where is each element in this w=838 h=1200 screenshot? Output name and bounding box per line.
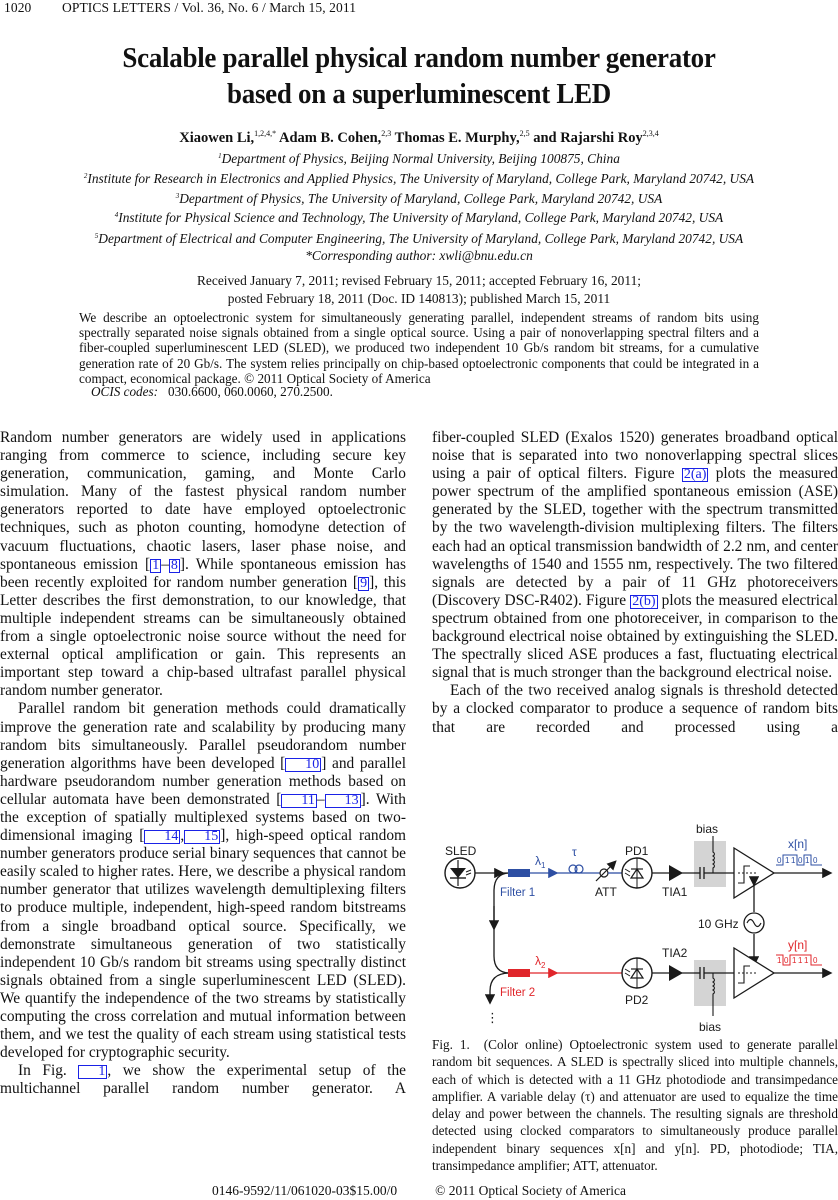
tia1-label: TIA1 <box>662 885 688 899</box>
affil-number: 4 <box>114 211 119 219</box>
ocis-codes <box>91 384 333 400</box>
author-affil-marks: 1,2,4,* <box>254 129 277 138</box>
pd1-label: PD1 <box>625 844 649 858</box>
author-name: and Rajarshi Roy <box>533 130 643 146</box>
caption-label: Fig. 1. <box>432 1037 470 1052</box>
text-run: ] and parallel hardware pseudorandom number generation methods based on cellular automata have been demonstrated [ <box>0 754 406 808</box>
paper-title <box>29 40 808 112</box>
paragraph <box>0 700 406 1062</box>
citation-link[interactable]: 8 <box>170 557 178 573</box>
text-run: , <box>180 827 185 845</box>
photodiode-1-icon <box>622 858 652 888</box>
author-affil-marks: 2,3,4 <box>642 129 659 138</box>
affil-number: 2 <box>83 172 88 180</box>
paragraph <box>0 429 406 700</box>
text-run: Parallel random bit generation methods could dramatically improve the generation rate and scalability by producing many random bits simultaneously. Parallel pseudorandom number generation algorithms have been developed [ <box>0 700 406 772</box>
title-line-1: Scalable parallel physical random number generator <box>122 42 716 74</box>
ocis-values: 030.6600, 060.0060, 270.2500. <box>168 384 333 399</box>
title-line-2: based on a superluminescent LED <box>227 78 611 110</box>
svg-text:1: 1 <box>777 956 782 965</box>
x-output-label: x[n] <box>788 837 808 851</box>
paragraph <box>432 429 838 682</box>
svg-text:0: 0 <box>813 856 818 865</box>
footer-copyright: © 2011 Optical Society of America <box>435 1183 626 1198</box>
body-column-left <box>0 429 406 1098</box>
attenuator-icon <box>596 862 615 881</box>
figure-link[interactable]: 2(b) <box>632 593 656 609</box>
y-output-label: y[n] <box>788 938 808 952</box>
text-run: ], high-speed optical random number generators produce serial binary sequences that cannot be easily scaled to higher rates. Here, we describe a physical random number generator that utilizes wavelength demultiplexing filters to produce multiple, independent, high-speed random bitstreams from a single broadband optical source. Specifically, we demonstrate simultaneous generation of two statistically independent 10 Gb/s random bit streams using spectrally distinct signals obtained from a single superluminescent LED (SLED). We quantify the independence of the two streams by statistically computing the cross correlation and mutual information between them, and we test the quality of each stream using statistical tests developed for cryptographic security. <box>0 827 406 1062</box>
text-run: ], this Letter describes the first demonstration, to our knowledge, that multiple independent streams can be simultaneously obtained from a single optoelectronic noise source without the need for external optical amplification or gain. This represents an important step toward a chip-based ultrafast parallel physical random number generator. <box>0 573 407 700</box>
filter-1-label: Filter 1 <box>500 887 536 899</box>
page-footer <box>0 1183 838 1199</box>
corresponding-author: *Corresponding author: xwli@bnu.edu.cn <box>305 248 533 263</box>
photodiode-2-icon <box>622 958 652 988</box>
text-run: – <box>316 790 325 808</box>
svg-text:0: 0 <box>784 956 789 965</box>
more-channels-ellipsis: ⋮ <box>486 1010 499 1025</box>
publication-dates <box>0 272 838 308</box>
author-affil-marks: 2,5 <box>519 129 530 138</box>
svg-text:0: 0 <box>798 856 803 865</box>
author-affil-marks: 2,3 <box>381 129 392 138</box>
clock-frequency-label: 10 GHz <box>698 917 739 931</box>
sled-label: SLED <box>445 844 477 858</box>
dates-line-2: posted February 18, 2011 (Doc. ID 140813); published March 15, 2011 <box>227 291 611 306</box>
y-bit-sequence <box>776 955 822 965</box>
svg-text:1: 1 <box>805 856 810 865</box>
filter-1-block <box>508 869 530 877</box>
affiliation <box>0 210 838 226</box>
author-name: Thomas E. Murphy, <box>394 130 520 146</box>
svg-text:1: 1 <box>804 956 809 965</box>
affiliation <box>0 151 838 167</box>
text-run: Random number generators are widely used in applications ranging from commerce to science, including secure key generation, communication, gaming, and Monte Carlo simulation. Many of the fastest physical random number generators reported to date have employed optoelectronic techniques, such as photon counting, homodyne detection of vacuum fluctuations, chaotic lasers, laser phase noise, and spontaneous emission [ <box>0 429 406 573</box>
lambda-2-label: $\lambda_2$ <box>535 954 546 970</box>
caption-text: (Color online) Optoelectronic system used to generate parallel random bit sequences. A SLED is spectrally sliced into multiple channels, each of which is detected with a 11 GHz photodiode and transimpedance amplifier. A variable delay (τ) and attenuator are used to equalize the time delay and power between the channels. The resulting signals are threshold detected using clocked comparators to simultaneously produce parallel independent binary sequences x[n] and y[n]. PD, photodiode; TIA, transimpedance amplifier; ATT, attenuator. <box>432 1037 838 1174</box>
author-name: Xiaowen Li, <box>179 130 255 146</box>
paragraph <box>0 1062 406 1098</box>
citation-link[interactable]: 13 <box>325 794 361 808</box>
body-column-right <box>432 429 838 737</box>
paragraph: Each of the two received analog signals is threshold detected by a clocked comparator to produce a sequence of random bits that are recorded and processed using a <box>432 682 838 736</box>
affiliation <box>0 231 838 247</box>
svg-text:1: 1 <box>785 856 790 865</box>
svg-text:1: 1 <box>798 956 803 965</box>
lambda-1-label: $\lambda_1$ <box>535 854 546 870</box>
citation-link[interactable]: 1 <box>152 557 160 573</box>
figure-1-schematic <box>432 822 838 1036</box>
bias-bottom-label: bias <box>699 1020 722 1034</box>
bias-tee-1-shade <box>694 841 726 887</box>
journal-citation: OPTICS LETTERS / Vol. 36, No. 6 / March 15, 2011 <box>62 0 357 15</box>
text-run: plots the measured electrical spectrum obtained from one photoreceiver, in comparison to the background electrical noise obtained by extinguishing the SLED. The spectrally sliced ASE produces a fast, fluctuating electrical signal that is much stronger than the background electrical noise. <box>432 591 838 682</box>
citation-link[interactable]: 14 <box>144 830 180 844</box>
citation-link[interactable]: 9 <box>360 575 368 591</box>
affiliation <box>0 171 838 187</box>
author-name: Adam B. Cohen, <box>278 130 382 146</box>
figure-link[interactable]: 2(a) <box>683 467 707 483</box>
article-code: 0146-9592/11/061020-03$15.00/0 <box>212 1183 398 1198</box>
text-run: – <box>161 555 169 573</box>
tau-label: τ <box>572 845 577 859</box>
citation-link[interactable]: 11 <box>281 794 316 808</box>
text-run: In Fig. <box>18 1062 79 1080</box>
x-bit-sequence <box>776 855 822 865</box>
affil-text: Institute for Research in Electronics and Applied Physics, The University of Maryland, College Park, Maryland 20742, USA <box>87 171 755 186</box>
affil-number: 3 <box>175 192 180 200</box>
svg-text:1: 1 <box>792 956 797 965</box>
affiliation <box>0 191 838 207</box>
affil-number: 1 <box>218 152 222 160</box>
text-run: plots the measured power spectrum of the amplified spontaneous emission (ASE) generated by the SLED, together with the spectrum transmitted by the two wavelength-division multiplexing filters. The filters each had an optical transmission bandwidth of 2.2 nm, and center wavelengths of 1540 and 1555 nm, respectively. The two filtered signals are detected by a pair of 11 GHz photoreceivers (Discovery DSC-R402). Figure <box>432 465 838 609</box>
bias-top-label: bias <box>696 822 719 836</box>
delay-coil-icon <box>569 865 583 873</box>
tia2-label: TIA2 <box>662 946 688 960</box>
running-head <box>4 0 356 16</box>
svg-text:0: 0 <box>813 956 818 965</box>
author-list <box>0 129 838 147</box>
text-run: ]. While spontaneous emission has been recently exploited for random number generation [ <box>0 555 406 591</box>
clock-source-icon <box>744 913 764 933</box>
att-label: ATT <box>595 885 617 899</box>
abstract: We describe an optoelectronic system for simultaneously generating parallel, independent streams of random bits using spectrally separated noise signals obtained from a single optical source. Using a pair of nonoverlapping spectral filters and a fiber-coupled superluminescent LED (SLED), we produced two independent 10 Gb/s random bit streams, for a cumulative generation rate of 20 Gb/s. The system relies principally on chip-based optoelectronic components that could be integrated in a compact, economical package. © 2011 Optical Society of America <box>79 310 759 386</box>
svg-text:1: 1 <box>791 856 796 865</box>
bias-tee-2-shade <box>694 960 726 1006</box>
sled-icon <box>445 858 475 888</box>
affil-text: Department of Electrical and Computer Engineering, The University of Maryland, College Park, Maryland 20742, USA <box>98 231 744 246</box>
tia-1-icon <box>669 865 683 881</box>
affil-text: Department of Physics, The University of Maryland, College Park, Maryland 20742, USA <box>179 191 663 206</box>
figure-link[interactable]: 1 <box>78 1065 107 1079</box>
text-run: ]. With the exception of spatially multiplexed systems based on two-dimensional imaging [ <box>0 790 407 845</box>
page-number: 1020 <box>4 0 32 15</box>
filter-2-label: Filter 2 <box>500 987 536 999</box>
filter-2-block <box>508 969 530 977</box>
text-run: fiber-coupled SLED (Exalos 1520) generates broadband optical noise that is separated into two nonoverlapping spectral slices using a pair of optical filters. Figure <box>432 429 838 483</box>
dates-line-1: Received January 7, 2011; revised February 15, 2011; accepted February 16, 2011; <box>197 273 641 288</box>
tia-2-icon <box>669 965 683 981</box>
affil-text: Institute for Physical Science and Technology, The University of Maryland, College Park, Maryland 20742, USA <box>118 210 724 225</box>
ocis-label: OCIS codes: <box>91 384 159 399</box>
figure-1-caption <box>432 1036 838 1174</box>
svg-text:0: 0 <box>777 856 782 865</box>
affil-number: 5 <box>94 232 99 240</box>
pd2-label: PD2 <box>625 993 649 1007</box>
citation-link[interactable]: 10 <box>285 758 321 772</box>
text-run: , we show the experimental setup of the multichannel parallel random number generator. A <box>0 1062 406 1098</box>
affil-text: Department of Physics, Beijing Normal University, Beijing 100875, China <box>221 151 620 166</box>
citation-link[interactable]: 15 <box>184 830 220 844</box>
